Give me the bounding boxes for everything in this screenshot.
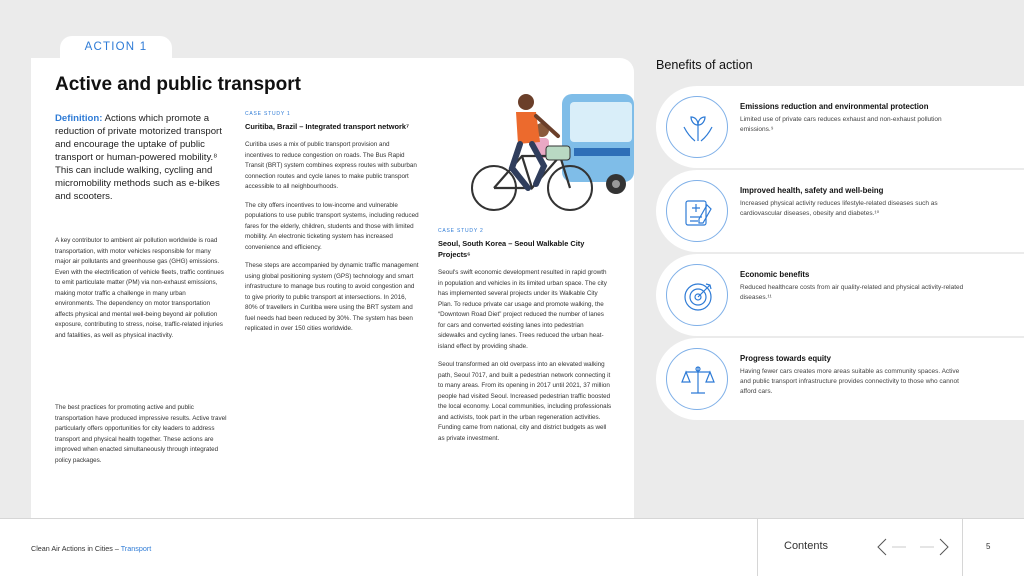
- case-study-seoul: [438, 228, 612, 444]
- case-study-tag: CASE STUDY 1: [245, 111, 291, 117]
- case-study-paragraph: Seoul's swift economic development resulted in rapid growth in population and vehicles in its limited urban space. The city has implemented several projects under its Walkable City Plan. To reduce private car usage and promote walking, the “Downtown Road Diet” project reduced the number of lanes for cars and converted existing lanes into pedestrian sidewalks and cycling lanes. Trees reduced the urban heat-island effect by providing shade.: [438, 269, 607, 350]
- footer-divider: [962, 519, 963, 576]
- case-study-paragraph: These steps are accompanied by dynamic traffic management using global positioning system (GPS) technology and smart infrastructure to manage bus routing to avoid congestion and to give priority to public transport at intersections. In 2016, 80% of travellers in Curitiba were using the BRT system and fuel needs had been reduced by 30%. The system has been replicated in over 150 cities worldwide.: [245, 262, 419, 332]
- page-title: Active and public transport: [55, 74, 301, 95]
- bus-hub: [612, 180, 620, 188]
- contents-link[interactable]: Contents: [784, 540, 829, 552]
- bus-window: [570, 102, 632, 142]
- body-paragraph-2: The best practices for promoting active and public transportation have produced impressive results. Active travel particularly offers opportunities for city leaders to address transport and physical health together. These actions are improved when enacted simultaneously through integrated policy packages.: [55, 404, 227, 464]
- benefits-heading: Benefits of action: [656, 58, 753, 72]
- action-tab: ACTION 1: [60, 36, 172, 60]
- cyclist-bus-illustration: [466, 88, 634, 224]
- benefit-title: Emissions reduction and environmental protection: [740, 102, 929, 111]
- benefit-description: Reduced healthcare costs from air quality-related and physical activity-related diseases.¹¹: [740, 284, 964, 301]
- case-study-paragraph: Curitiba uses a mix of public transport provision and incentives to reduce congestion on roads. The Bus Rapid Transit (BRT) system combines express routes with suburban connection routes and cycle lanes to make public transport accessible to all neighbourhoods.: [245, 141, 417, 190]
- benefit-description: Having fewer cars creates more areas suitable as community spaces. Active and public transport infrastructure provides connectivity to those who cannot afford cars.: [740, 368, 960, 395]
- target-icon: [666, 264, 728, 326]
- cyclist-head: [518, 94, 534, 110]
- footer-divider: [757, 519, 758, 576]
- case-study-paragraph: Seoul transformed an old overpass into an elevated walking path, Seoul 7017, and built a pedestrian network connecting it to many areas. From its opening in 2017 until 2021, 37 million people had visited Seoul. Increased pedestrian traffic boosted the local economy. Local communities, including professionals and activists, took part in the urban regeneration activities. Funding came from national, city and district budgets as well as private investment.: [438, 361, 612, 442]
- footer-title-text: Clean Air Actions in Cities –: [31, 544, 121, 553]
- case-study-title: Seoul, South Korea – Seoul Walkable City Projects⁶: [438, 239, 585, 259]
- definition: [55, 112, 235, 203]
- footer: [0, 518, 1024, 576]
- prev-page-icon[interactable]: [878, 539, 886, 555]
- benefit-card: [656, 338, 1024, 420]
- case-study-paragraph: The city offers incentives to low-income and vulnerable populations to use public transport systems, including reduced fares for the elderly, children, students and those with limited mobility. An electronic ticketing system has increased convenience and efficiency.: [245, 201, 419, 251]
- bus-stripe: [574, 148, 630, 156]
- benefit-card: [656, 170, 1024, 252]
- definition-lead: Definition:: [55, 113, 103, 124]
- benefit-description: Limited use of private cars reduces exhaust and non-exhaust pollution emissions.⁹: [740, 116, 942, 133]
- case-study-curitiba: [245, 111, 419, 335]
- bike-frame: [494, 156, 570, 188]
- footer-section-link[interactable]: Transport: [120, 544, 152, 553]
- next-page-icon[interactable]: [940, 539, 948, 555]
- definition-text: Actions which promote a reduction of private motorized transport and encourage the uptake of public transport or human-powered mobility.⁸ This can include walking, cycling and micromobility methods such as e-bikes and scooters.: [55, 113, 222, 202]
- benefit-description: Increased physical activity reduces lifestyle-related diseases such as cardiovascular diseases, obesity and diabetes.¹⁰: [740, 200, 938, 217]
- scales-icon: [666, 348, 728, 410]
- case-study-title: Curitiba, Brazil – Integrated transport network⁷: [245, 122, 410, 131]
- case-study-tag: CASE STUDY 2: [438, 228, 484, 234]
- page-nav: [876, 537, 950, 557]
- benefit-title: Improved health, safety and well-being: [740, 186, 884, 195]
- page-number: 5: [986, 542, 991, 551]
- body-paragraph-1: A key contributor to ambient air pollution worldwide is road transportation, with motor vehicles responsible for many major air pollutants and greenhouse gas (GHG) emissions. Even with the electrification of vehicle fleets, traffic continues to emit particulate matter (PM) via non-exhaust emissions, making motor traffic a challenge in many urban environments. The dependency on motor transportation affects physical and mental well-being beyond air pollution exposure, contributing to stress, noise, traffic-related injuries and fatalities, as well as physical inactivity.: [55, 237, 224, 339]
- health-clipboard-icon: [666, 180, 728, 242]
- benefit-title: Progress towards equity: [740, 354, 831, 363]
- benefit-card: [656, 254, 1024, 336]
- hands-plant-icon: [666, 96, 728, 158]
- bike-basket: [546, 146, 570, 160]
- benefit-title: Economic benefits: [740, 270, 810, 279]
- footer-doc-title: [31, 544, 151, 553]
- benefit-card: [656, 86, 1024, 168]
